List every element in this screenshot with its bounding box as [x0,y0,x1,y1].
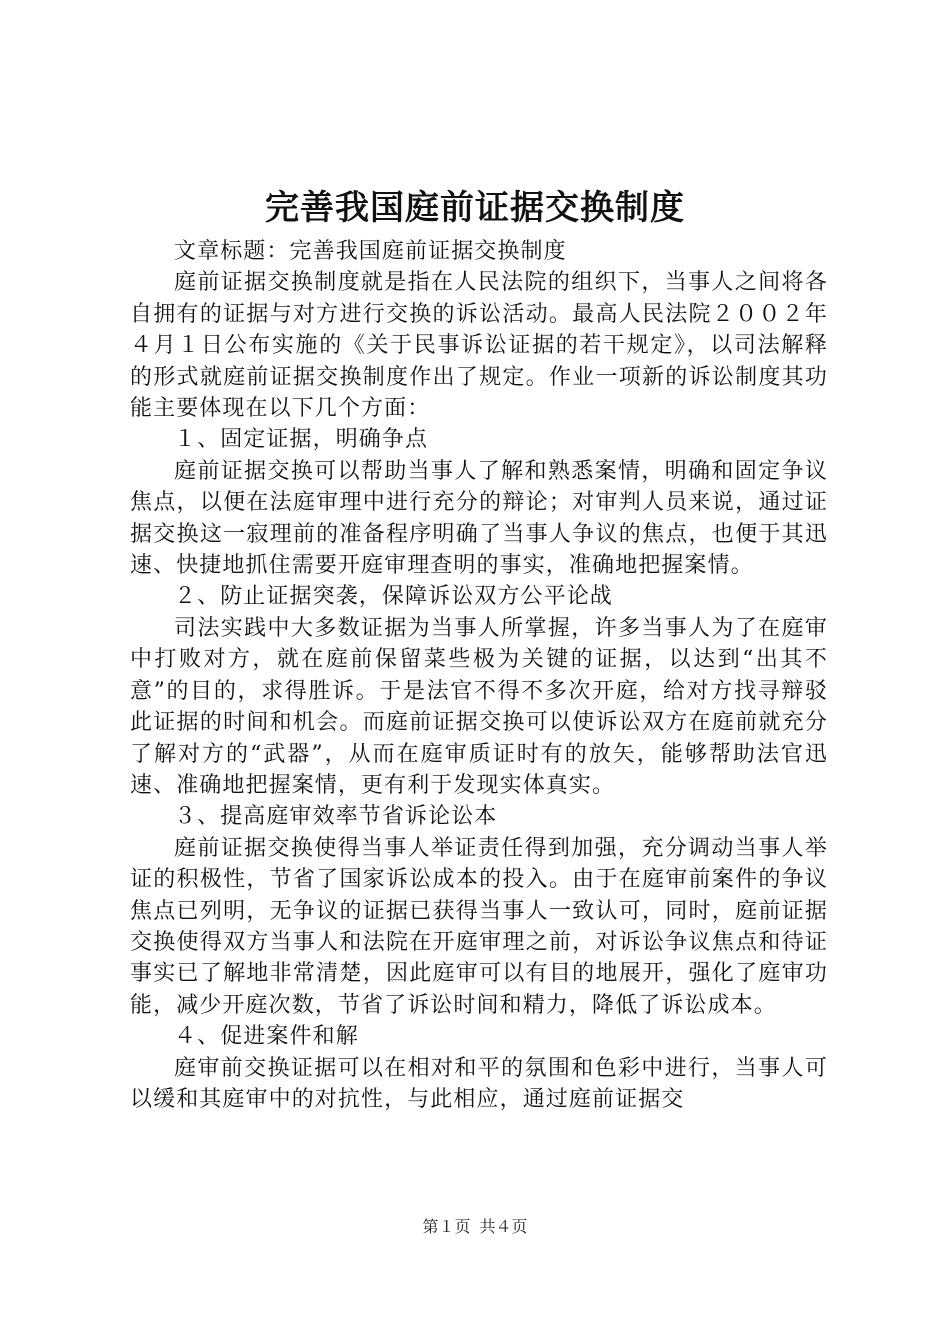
paragraph-section-2: 司法实践中大多数证据为当事人所掌握，许多当事人为了在庭审中打败对方，就在庭前保留菜些极为关键的证据，以达到“出其不意”的目的，求得胜诉。于是法官不得不多次开庭，给对方找寻辩驳此证据的时间和机会。而庭前证据交换可以使诉讼双方在庭前就充分了解对方的“武器”，从而在庭审质证时有的放矢，能够帮助法官迅速、准确地把握案情，更有利于发现实体真实。 [130,615,828,798]
section-heading-4: ４、促进案件和解 [174,1024,359,1050]
paragraph-intro: 庭前证据交换制度就是指在人民法院的组织下，当事人之间将各自拥有的证据与对方进行交换的诉讼活动。最高人民法院２００２年４月１日公布实施的《关于民事诉讼证据的若干规定》，以司法解释的形式就庭前证据交换制度作出了规定。作业一项新的诉讼制度其功能主要体现在以下几个方面： [130,270,828,422]
paragraph-section-3: 庭前证据交换使得当事人举证责任得到加强，充分调动当事人举证的积极性，节省了国家诉讼成本的投入。由于在庭审前案件的争议焦点已列明，无争议的证据已获得当事人一致认可，同时，庭前证据交换使得双方当事人和法院在开庭审理之前，对诉讼争议焦点和待证事实已了解地非常清楚，因此庭审可以有目的地展开，强化了庭审功能，减少开庭次数，节省了诉讼时间和精力，降低了诉讼成本。 [130,835,828,1018]
section-heading-3: ３、提高庭审效率节省诉论讼本 [174,804,498,830]
paragraph-section-1: 庭前证据交换可以帮助当事人了解和熟悉案情，明确和固定争议焦点，以便在法庭审理中进行充分的辩论；对审判人员来说，通过证据交换这一寂理前的准备程序明确了当事人争议的焦点，也便于其迅速、快捷地抓住需要开庭审理查明的事实，准确地把握案情。 [130,458,828,579]
paragraph-section-4: 庭审前交换证据可以在相对和平的氛围和色彩中进行，当事人可以缓和其庭审中的对抗性，与此相应，通过庭前证据交 [130,1055,828,1112]
page-total: 共４页 [479,1217,528,1236]
section-heading-1: １、固定证据，明确争点 [174,427,429,453]
page-number: 第１页 [422,1217,471,1236]
section-heading-2: ２、防止证据突袭，保障诉讼双方公平论战 [174,584,613,610]
document-body [130,236,828,1115]
page-footer [0,1214,950,1237]
paragraph-article-title: 文章标题：完善我国庭前证据交换制度 [174,239,567,264]
document-title: 完善我国庭前证据交换制度 [265,188,685,228]
